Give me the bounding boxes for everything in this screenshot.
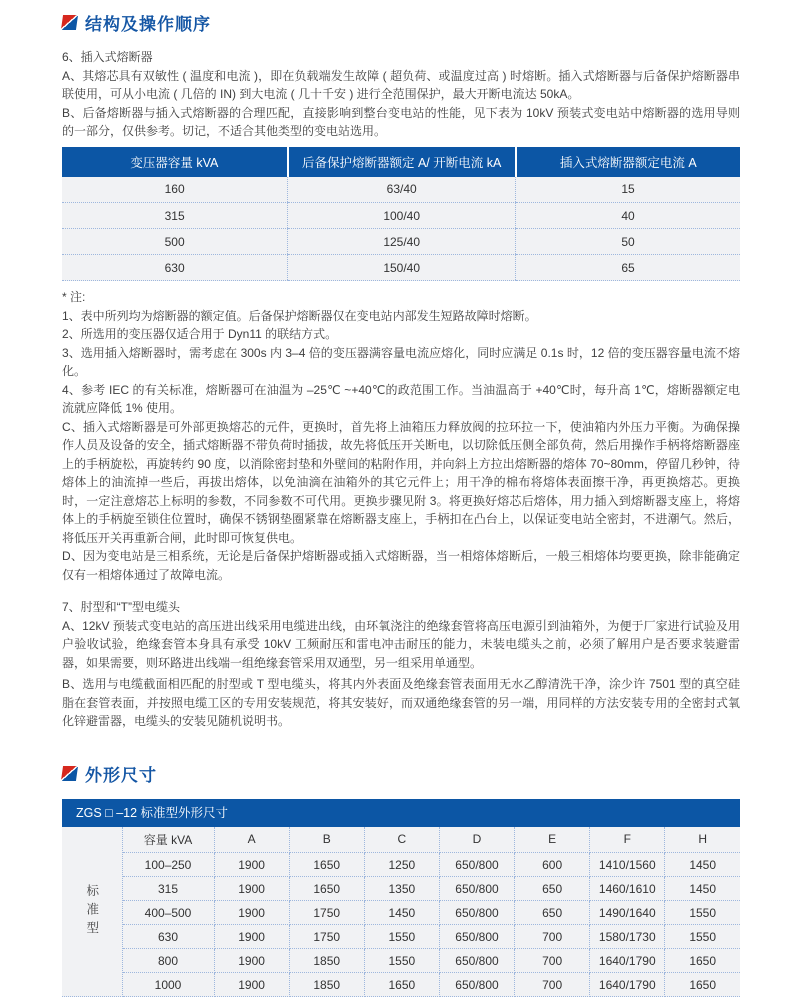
table-row — [62, 877, 740, 901]
table-row — [62, 203, 740, 229]
table-cell: 1900 — [214, 853, 289, 877]
section-header-structure — [62, 10, 740, 35]
table-cell: 1900 — [214, 901, 289, 925]
table-cell: 160 — [62, 177, 288, 203]
table-cell: 125/40 — [288, 229, 516, 255]
table-cell: 1450 — [665, 877, 740, 901]
table-cell: 15 — [516, 177, 740, 203]
table-cell: 1900 — [214, 949, 289, 973]
table-cell: 650/800 — [439, 949, 514, 973]
table-cell: 630 — [122, 925, 214, 949]
table-cell: 1350 — [364, 877, 439, 901]
cable-paragraph-a: A、12kV 预装式变电站的高压进出线采用电缆进出线，由环氧浇注的绝缘套管将高压电源引到油箱外，为便于厂家进行试验及用户验收试验，绝缘套管本身具有承受 10kV 工频耐压和雷电冲击耐压的能力，未装电缆头之前，必须了解用户是否要求装避雷器，如果需要，则环路进出线端一组绝缘套管采用双通型，另一组采用单通型。 — [62, 617, 740, 673]
table-row — [62, 177, 740, 203]
fuse-selection-table — [62, 147, 740, 282]
note-item: 4、参考 IEC 的有关标准，熔断器可在油温为 –25℃ ~+40℃的政范围工作。当油温高于 +40℃时，每升高 1℃，熔断器额定电流就应降低 1% 使用。 — [62, 381, 740, 418]
table-cell: 1900 — [214, 973, 289, 997]
table-cell: 700 — [515, 925, 590, 949]
table-row — [62, 973, 740, 997]
table-cell: 650/800 — [439, 901, 514, 925]
table-header-row — [62, 147, 740, 177]
table-header-cell: 变压器容量 kVA — [62, 147, 288, 177]
table-header-row — [62, 827, 740, 853]
notes-block — [62, 288, 740, 584]
table-header-cell: 后备保护熔断器额定 A/ 开断电流 kA — [288, 147, 516, 177]
notes-title: * 注: — [62, 288, 740, 307]
fuse-paragraph-b: B、后备熔断器与插入式熔断器的合理匹配，直接影响到整台变电站的性能，见下表为 10kV 预装式变电站中熔断器的选用导则的一部分，仅供参考。切记，不适合其他类型的变电站选用。 — [62, 104, 740, 141]
table-cell: 700 — [515, 973, 590, 997]
dimension-table — [62, 827, 740, 997]
table-cell: 1850 — [289, 949, 364, 973]
dimension-table-wrap — [62, 799, 740, 997]
table-cell: 1900 — [214, 925, 289, 949]
table-row — [62, 901, 740, 925]
table-cell: 40 — [516, 203, 740, 229]
table-cell: 1750 — [289, 901, 364, 925]
table-cell: 1250 — [364, 853, 439, 877]
note-item: 1、表中所列均为熔断器的额定值。后备保护熔断器仅在变电站内部发生短路故障时熔断。 — [62, 307, 740, 326]
table-header-cell: C — [364, 827, 439, 853]
table-cell: 650 — [515, 901, 590, 925]
table-cell: 1550 — [665, 925, 740, 949]
table-cell: 100–250 — [122, 853, 214, 877]
table-cell: 50 — [516, 229, 740, 255]
table-cell: 650/800 — [439, 973, 514, 997]
table-cell: 1000 — [122, 973, 214, 997]
table-cell: 800 — [122, 949, 214, 973]
table-header-cell: E — [515, 827, 590, 853]
table-cell: 650/800 — [439, 853, 514, 877]
table-cell: 1550 — [364, 925, 439, 949]
table-cell: 1650 — [289, 853, 364, 877]
table-header-cell: 容量 kVA — [122, 827, 214, 853]
table-cell: 63/40 — [288, 177, 516, 203]
cable-section — [62, 598, 740, 731]
table-cell: 700 — [515, 949, 590, 973]
table-row — [62, 949, 740, 973]
table-header-cell: F — [590, 827, 665, 853]
table-cell: 1750 — [289, 925, 364, 949]
section-title: 外形尺寸 — [85, 761, 157, 786]
table-cell: 630 — [62, 255, 288, 281]
table-cell: 650/800 — [439, 877, 514, 901]
note-item: 3、选用插入熔断器时，需考虑在 300s 内 3–4 倍的变压器满容量电流应熔化，同时应满足 0.1s 时，12 倍的变压器容量电流不熔化。 — [62, 344, 740, 381]
table-header-cell: 插入式熔断器额定电流 A — [516, 147, 740, 177]
table-cell: 500 — [62, 229, 288, 255]
table-cell: 1640/1790 — [590, 973, 665, 997]
table-row — [62, 853, 740, 877]
fuse-heading: 6、插入式熔断器 — [62, 48, 740, 67]
table-cell: 150/40 — [288, 255, 516, 281]
cable-paragraph-b: B、选用与电缆截面相匹配的肘型或 T 型电缆头，将其内外表面及绝缘套管表面用无水乙醇清洗干净，涂少许 7501 型的真空硅脂在套管表面，并按照电缆工区的专用安装规范，将其安装好，而双通绝缘套管的另一端，用同样的方法安装专用的全密封式氧化锌避雷器，电缆头的安装见随机说明书。 — [62, 675, 740, 731]
table-header-cell: B — [289, 827, 364, 853]
table-cell: 65 — [516, 255, 740, 281]
table-cell: 1580/1730 — [590, 925, 665, 949]
table-cell: 1450 — [665, 853, 740, 877]
dimension-table-title: ZGS □ –12 标准型外形尺寸 — [62, 799, 740, 827]
section-title: 结构及操作顺序 — [85, 10, 211, 35]
dimension-table-body — [62, 827, 740, 997]
fuse-paragraph-a: A、其熔芯具有双敏性 ( 温度和电流 )，即在负载端发生故障 ( 超负荷、或温度过高 ) 时熔断。插入式熔断器与后备保护熔断器串联使用，可从小电流 ( 几倍的 IN) 到大电流 ( 几十千安 ) 进行全范围保护，最大开断电流达 50kA。 — [62, 67, 740, 104]
table-cell: 650/800 — [439, 925, 514, 949]
note-item: D、因为变电站是三相系统，无论是后备保护熔断器或插入式熔断器，当一相熔体熔断后，一般三相熔体均要更换，除非能确定仅有一相熔体通过了故障电流。 — [62, 547, 740, 584]
table-cell: 1850 — [289, 973, 364, 997]
table-cell: 1900 — [214, 877, 289, 901]
table-cell: 1450 — [364, 901, 439, 925]
section-marker-icon — [61, 766, 78, 781]
table-cell: 1650 — [364, 973, 439, 997]
note-item: 2、所选用的变压器仅适合用于 Dyn11 的联结方式。 — [62, 325, 740, 344]
table-cell: 1640/1790 — [590, 949, 665, 973]
cable-heading: 7、肘型和“T”型电缆头 — [62, 598, 740, 617]
table-row — [62, 255, 740, 281]
table-row — [62, 229, 740, 255]
table-cell: 650 — [515, 877, 590, 901]
table-cell: 315 — [122, 877, 214, 901]
table-cell: 1550 — [665, 901, 740, 925]
table-cell: 100/40 — [288, 203, 516, 229]
table-header-cell: H — [665, 827, 740, 853]
table-cell: 1650 — [665, 973, 740, 997]
section-marker-icon — [61, 15, 78, 30]
table-cell: 315 — [62, 203, 288, 229]
table-cell: 1410/1560 — [590, 853, 665, 877]
table-cell: 1490/1640 — [590, 901, 665, 925]
table-cell: 1650 — [289, 877, 364, 901]
table-header-cell: A — [214, 827, 289, 853]
fuse-table-body — [62, 177, 740, 281]
table-header-cell: D — [439, 827, 514, 853]
section-header-dimensions — [62, 761, 740, 786]
table-cell: 1460/1610 — [590, 877, 665, 901]
table-cell: 400–500 — [122, 901, 214, 925]
table-cell: 600 — [515, 853, 590, 877]
table-row — [62, 925, 740, 949]
table-cell: 1550 — [364, 949, 439, 973]
row-group-label: 标准型 — [62, 827, 122, 997]
table-cell: 1650 — [665, 949, 740, 973]
note-item: C、插入式熔断器是可外部更换熔芯的元件，更换时，首先将上油箱压力释放阀的拉环拉一下，使油箱内外压力平衡。为确保操作人员及设备的安全，插式熔断器不带负荷时插拔，故先将低压开关断电，以切除低压侧全部负荷，然后用操作手柄将熔断器座上的手柄旋松，再旋转约 90 度，以消除密封垫和外壁间的粘附作用，并向斜上方拉出熔断器的熔体 70~80mm，停留几秒钟，待熔体上的油流掉一些后，再拔出熔体，以免油滴在油箱外的其它元件上；用干净的棉布将熔体表面擦干净，再更换熔芯。更换时，一定注意熔芯上标明的参数，不同参数不可代用。更换步骤见附 3。将更换好熔芯后熔体，用力插入到熔断器支座上，将熔体上的手柄旋至锁住位置时，确保不锈钢垫圈紧靠在熔断器支座上，手柄扣在凸台上，以保证变电站全密封，不进潮气。然后，将低压开关再重新合闸，此时即可恢复供电。 — [62, 418, 740, 548]
